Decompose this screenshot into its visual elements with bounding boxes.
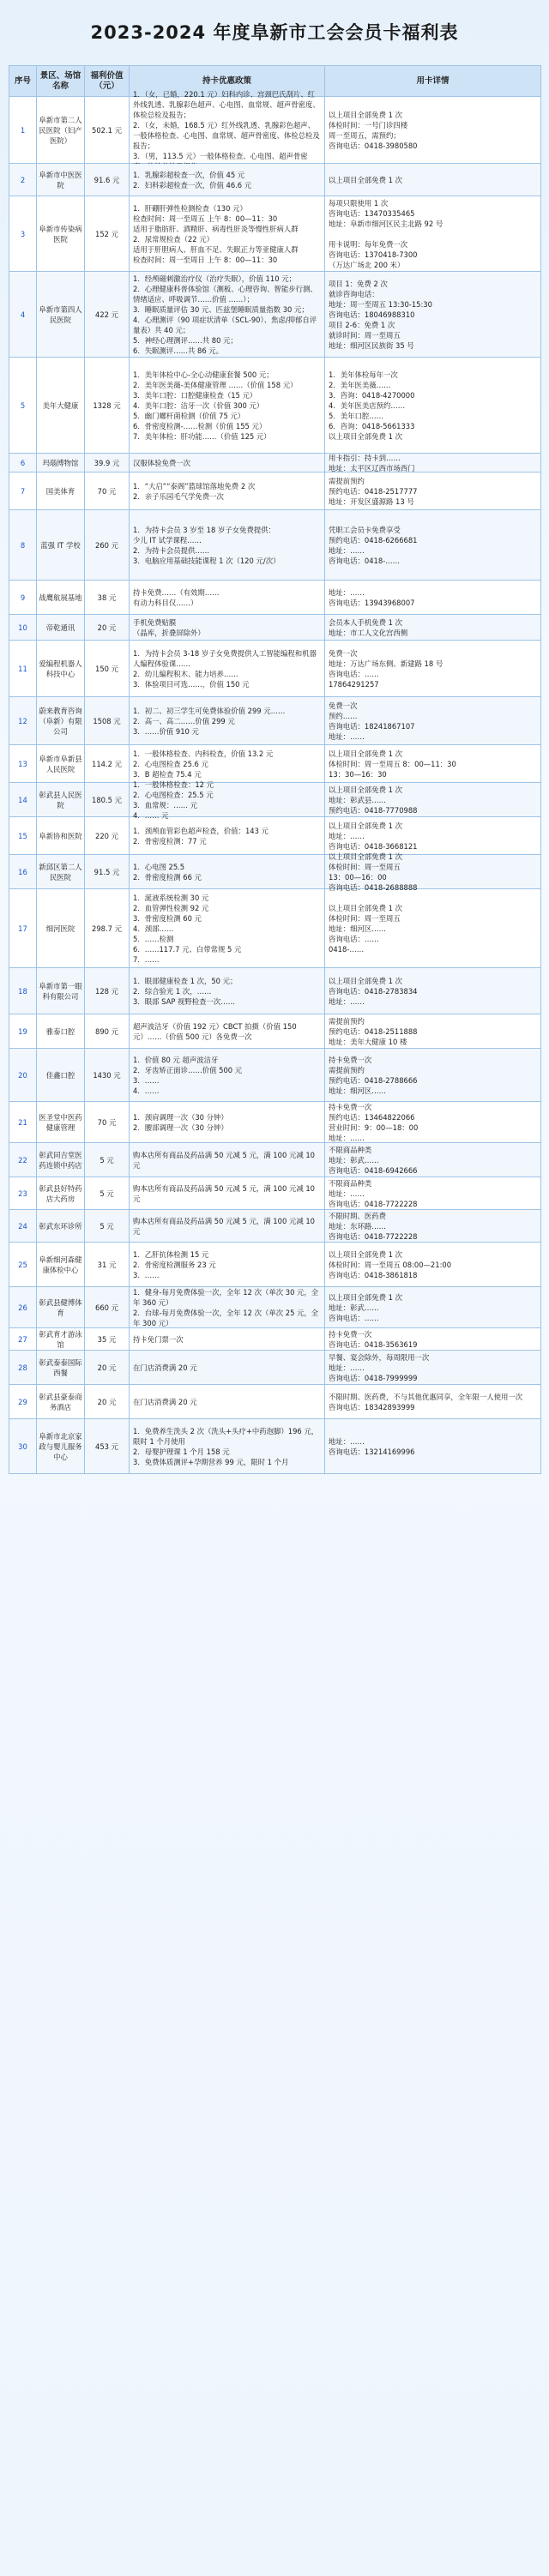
venue-name: 阜新市北京家政与婴儿服务中心	[37, 1419, 85, 1474]
venue-name: 阜新市传染病医院	[37, 196, 85, 272]
policy-text: 1．肝硼肝弹性检测检查（130 元） 检查时间：周一至周五 上午 8：00—11：30 适用于脂肪肝、酒精肝、病毒性肝炎等慢性肝病人群 2．尿常规检查（22 元） 适用于肝胆病人、肝血不足、失眠正力等亚健康人群 检查时间：周一至周日 上午 8：00—11：30	[130, 196, 325, 272]
venue-name: 玛瑙博物馆	[37, 454, 85, 472]
benefit-value: 35 元	[85, 1328, 130, 1351]
header-value: 福利价值（元）	[85, 66, 130, 97]
benefit-value: 31 元	[85, 1243, 130, 1287]
detail-text: 以上项目全部免费 1 次 体检时间：周一至周五 08:00—21:00 咨询电话：0418-3861818	[325, 1243, 541, 1287]
policy-text: 在门店消费满 20 元	[130, 1351, 325, 1385]
detail-text: 用卡指引：持卡到…… 地址：太平区辽西市场西门	[325, 454, 541, 472]
detail-text: 地址：…… 咨询电话：13943968007	[325, 581, 541, 615]
detail-text: 以上项目全部免费 1 次 体检时间：周一至周五 8：00—11：30 13：30—16：30	[325, 745, 541, 783]
policy-text: 1．初二、初三学生可免费体验价值 299 元…… 2．高一、高二……价值 299 元 3．……价值 910 元	[130, 697, 325, 745]
header-policy: 持卡优惠政策	[130, 66, 325, 97]
policy-text: 购本店所有商品及药品满 50 元减 5 元，满 100 元减 10 元	[130, 1210, 325, 1243]
row-number: 5	[9, 358, 37, 454]
venue-name: 细河医院	[37, 889, 85, 968]
benefit-value: 70 元	[85, 472, 130, 510]
benefit-value: 128 元	[85, 968, 130, 1014]
policy-text: 购本店所有商品及药品满 50 元减 5 元，满 100 元减 10 元	[130, 1177, 325, 1210]
benefit-value: 38 元	[85, 581, 130, 615]
row-number: 6	[9, 454, 37, 472]
detail-text: 项目 1：免费 2 次 就诊咨询电话： 地址：周一至周五 13:30-15:30 咨询电话：18046988310 项目 2-6：免费 1 次 就诊时间：周一至周五 地址：细河区民族街 35 号	[325, 272, 541, 358]
detail-text: 每项只限使用 1 次 咨询电话：13470335465 地址：阜新市细河区民主北路 92 号 用卡说明：每年免费一次 咨询电话：1370418-7300 （万达广场北 200 米）	[325, 196, 541, 272]
row-number: 17	[9, 889, 37, 968]
benefit-value: 20 元	[85, 1351, 130, 1385]
benefit-value: 660 元	[85, 1287, 130, 1328]
benefit-value: 1430 元	[85, 1049, 130, 1102]
row-number: 24	[9, 1210, 37, 1243]
policy-text: 手机免费贴膜 （晶库，折叠屏除外）	[130, 615, 325, 641]
policy-text: 1．眼部健康检查 1 次，50 元； 2．综合验光 1 次，…… 3．眼部 SAP 视野检查一次……	[130, 968, 325, 1014]
detail-text: 以上项目全部免费 1 次 地址：彰武县…… 预约电话：0418-7770988	[325, 783, 541, 817]
header-venue: 景区、场馆名称	[37, 66, 85, 97]
detail-text: 以上项目全部免费 1 次 体检时间：周一至周五 地址：细河区…… 咨询电话：…… 0418-……	[325, 889, 541, 968]
venue-name: 阜新协和医院	[37, 817, 85, 855]
detail-text: 会员本人手机免费 1 次 地址：市工人文化宫西侧	[325, 615, 541, 641]
benefit-value: 260 元	[85, 510, 130, 581]
row-number: 21	[9, 1102, 37, 1143]
benefit-value: 5 元	[85, 1143, 130, 1177]
row-number: 10	[9, 615, 37, 641]
venue-name: 新邱区第二人民医院	[37, 855, 85, 889]
row-number: 28	[9, 1351, 37, 1385]
row-number: 25	[9, 1243, 37, 1287]
page-title: 2023-2024 年度阜新市工会会员卡福利表	[90, 22, 459, 43]
venue-name: 爱编程机器人科技中心	[37, 641, 85, 697]
benefit-value: 1328 元	[85, 358, 130, 454]
policy-text: 汉服体验免费一次	[130, 454, 325, 472]
policy-text: 1．美年体检中心-全心动健康套餐 500 元； 2．美年医美薇-美体健康管理 ……（价值 158 元） 3．美年口腔：口腔健康检查（15 元） 4．美年口腔：洁牙一次（价值 300 元） 5．幽门螺杆菌检测（价值 75 元） 6．骨密度检测-……检测（价值 155 元） 7．美年体检：肝功能……（价值 125 元）	[130, 358, 325, 454]
venue-name: 美年大健康	[37, 358, 85, 454]
policy-text: 1．经颅磁刺激治疗仪（治疗失眠），价值 110 元； 2．心理健康科普体验馆（测板、心理咨询、智能步行测、情绪适应、呼吸调节……价值 ……）； 3．睡眠质量评估 30 元、匹兹堡睡眠质量指数 30 元； 4．心理测评（90 项症状清单（SCL-90）、焦虑/抑郁自评量表）共 40 元； 5．神经心理测评……共 80 元； 6．失眠测评……共 86 元。	[130, 272, 325, 358]
venue-name: 蓝强 IT 学校	[37, 510, 85, 581]
venue-name: 医圣堂中医药健康管理	[37, 1102, 85, 1143]
venue-name: 阜新市中医医院	[37, 164, 85, 196]
policy-text: 持卡免门票一次	[130, 1328, 325, 1351]
row-number: 18	[9, 968, 37, 1014]
row-number: 2	[9, 164, 37, 196]
policy-text: 1．为持卡会员 3 岁至 18 岁子女免费提供： 少儿 IT 试学课程…… 2．为持卡会员提供…… 3．电脑应用基础技能课程 1 次（120 元/次）	[130, 510, 325, 581]
detail-text: 凭职工会员卡免费享受 预约电话：0418-6266681 地址：…… 咨询电话：0418-……	[325, 510, 541, 581]
detail-text: 持卡免费一次 需提前预约 预约电话：0418-2788666 地址：细河区……	[325, 1049, 541, 1102]
detail-text: 早餐、宴会除外，每周限用一次 地址：…… 咨询电话：0418-7999999	[325, 1351, 541, 1385]
benefit-value: 220 元	[85, 817, 130, 855]
policy-text: 1．乳腺彩超检查一次，价值 45 元 2．妇科彩超检查一次，价值 46.6 元	[130, 164, 325, 196]
detail-text: 不限时期、医药费，不与其他优惠同享，全年限一人使用一次 咨询电话：18342893999	[325, 1385, 541, 1419]
row-number: 1	[9, 97, 37, 164]
row-number: 29	[9, 1385, 37, 1419]
benefit-value: 1508 元	[85, 697, 130, 745]
venue-name: 彰武县人民医院	[37, 783, 85, 817]
venue-name: 战鹰航展基地	[37, 581, 85, 615]
venue-name: 彰武育才游泳馆	[37, 1328, 85, 1351]
row-number: 22	[9, 1143, 37, 1177]
detail-text: 以上项目全部免费 1 次 咨询电话：0418-2783834 地址：……	[325, 968, 541, 1014]
benefit-value: 502.1 元	[85, 97, 130, 164]
benefit-value: 114.2 元	[85, 745, 130, 783]
venue-name: 彰武泰泰国际西餐	[37, 1351, 85, 1385]
detail-text: 持卡免费一次 预约电话：13464822066 营业时间：9：00—18：00 地址：……	[325, 1102, 541, 1143]
row-number: 8	[9, 510, 37, 581]
policy-text: 外线乳透、乳腺彩色超声、心电图、血常规、超声骨密度、体检总检及报告； 2．（女，未婚，168.5 元）红外线乳透、乳腺彩色超声、一般体格检查、心电图、血常规、超声骨密度、体检总检及报告； 3．（男，113.5 元）一般体格检查、心电图、超声骨密	[130, 97, 325, 164]
venue-name: 彰武东环诊所	[37, 1210, 85, 1243]
detail-text: 以上项目全部免费 1 次 体检时间：一号门诊四楼 周一至周五，需预约； 咨询电话：0418-3980580	[325, 97, 541, 164]
benefit-value: 91.6 元	[85, 164, 130, 196]
benefit-value: 20 元	[85, 1385, 130, 1419]
detail-text: 不限商品种类 地址：彰武…… 咨询电话：0418-6942666	[325, 1143, 541, 1177]
venue-name: 雅泰口腔	[37, 1014, 85, 1049]
detail-text: 持卡免费一次 咨询电话：0418-3563619	[325, 1328, 541, 1351]
benefit-value: 5 元	[85, 1177, 130, 1210]
policy-text: 1．一般体格检查：12 元 2．心电图检查：25.5 元 3．血常规：…… 元 4．…… 元	[130, 783, 325, 817]
benefit-value: 20 元	[85, 615, 130, 641]
policy-text: 1．一般体格检查、内科检查，价值 13.2 元 2．心电图检查 25.6 元 3．B 超检查 75.4 元	[130, 745, 325, 783]
policy-text: 1．为持卡会员 3-18 岁子女免费提供人工智能编程和机器人编程体验课…… 2．幼儿编程积木、能力培养…… 3．体验项目可选……，价值 150 元	[130, 641, 325, 697]
row-number: 26	[9, 1287, 37, 1328]
venue-name: 阜新市第一眼科有限公司	[37, 968, 85, 1014]
venue-name: 阜新细河森健康体检中心	[37, 1243, 85, 1287]
venue-name: 阜新市第四人民医院	[37, 272, 85, 358]
policy-text: 1．涎液系统检测 30 元 2．血管弹性检测 92 元 3．骨密度检测 60 元 4．颈部…… 5．……检测 6．……117.7 元、白带常规 5 元 7．……	[130, 889, 325, 968]
venue-name: 彰武同吉堂医药连锁中药店	[37, 1143, 85, 1177]
row-number: 19	[9, 1014, 37, 1049]
detail-text: 以上项目全部免费 1 次 体检时间：周一至周五 13：00—16：00 咨询电话：0418-2688888	[325, 855, 541, 889]
row-number: 12	[9, 697, 37, 745]
detail-text: 免费一次 预约…… 咨询电话：18241867107 地址：……	[325, 697, 541, 745]
venue-name: 蔚来教育咨询（阜新）有限公司	[37, 697, 85, 745]
benefit-value: 91.5 元	[85, 855, 130, 889]
benefit-value: 150 元	[85, 641, 130, 697]
policy-text: 持卡免费……（有效期…… 有动力科目仅……）	[130, 581, 325, 615]
benefit-value: 298.7 元	[85, 889, 130, 968]
policy-text: 1．乙肝抗体检测 15 元 2．骨密度检测服务 23 元 3．……	[130, 1243, 325, 1287]
policy-text: 1．免费养生洗头 2 次（洗头+头疗+中药泡脚）196 元，限时 1 个月使用 2．母婴护理课 1 个月 158 元 3．免费体质测评+孕期营养 99 元，限时 1 个月	[130, 1419, 325, 1474]
policy-text: 1．心电图 25.5 2．骨密度检测 66 元	[130, 855, 325, 889]
venue-name: 国美体育	[37, 472, 85, 510]
detail-text: 需提前预约 预约电话：0418-2517777 地址：开发区盛源路 13 号	[325, 472, 541, 510]
benefit-value: 70 元	[85, 1102, 130, 1143]
benefits-table	[9, 65, 541, 1474]
venue-name: 帝乾通讯	[37, 615, 85, 641]
benefit-value: 180.5 元	[85, 783, 130, 817]
detail-text: 1．美年体检每年一次 2．美年医美薇…… 3．咨询：0418-4270000 4．美年医美店预约…… 5．美年口腔…… 6．咨询：0418-5661333 以上项目全部免费 1 次	[325, 358, 541, 454]
benefit-value: 152 元	[85, 196, 130, 272]
detail-text: 地址：…… 咨询电话：13214169996	[325, 1419, 541, 1474]
row-number: 23	[9, 1177, 37, 1210]
row-number: 20	[9, 1049, 37, 1102]
detail-text: 不限时期、医药费 地址：东环路…… 咨询电话：0418-7722228	[325, 1210, 541, 1243]
row-number: 27	[9, 1328, 37, 1351]
venue-name: 阜新市阜新县人民医院	[37, 745, 85, 783]
detail-text: 不限商品种类 地址：…… 咨询电话：0418-7722228	[325, 1177, 541, 1210]
venue-name: 彰武县豪泰商务酒店	[37, 1385, 85, 1419]
venue-name: 彰武县好特药店大药房	[37, 1177, 85, 1210]
policy-text: 1．颈肩调理一次（30 分钟） 2．腰部调理一次（30 分钟）	[130, 1102, 325, 1143]
policy-text: 1．“大启”“泰阁”篮球馆落地免费 2 次 2．亲子乐园毛气学免费一次	[130, 472, 325, 510]
policy-text: 1．颈颅血管彩色超声检查，价值：143 元 2．骨密度检测：77 元	[130, 817, 325, 855]
benefit-value: 5 元	[85, 1210, 130, 1243]
row-number: 16	[9, 855, 37, 889]
detail-text: 以上项目全部免费 1 次 地址：彰武…… 咨询电话：……	[325, 1287, 541, 1328]
row-number: 13	[9, 745, 37, 783]
policy-text: 购本店所有商品及药品满 50 元减 5 元，满 100 元减 10 元	[130, 1143, 325, 1177]
venue-name: 佳鑫口腔	[37, 1049, 85, 1102]
policy-text: 在门店消费满 20 元	[130, 1385, 325, 1419]
detail-text: 以上项目全部免费 1 次 地址：…… 咨询电话：0418-3668121	[325, 817, 541, 855]
policy-text: 1．健身-每月免费体验一次，全年 12 次（单次 30 元，全年 360 元） 2．台球-每月免费体验一次，全年 12 次（单次 25 元，全年 300 元）	[130, 1287, 325, 1328]
benefit-value: 453 元	[85, 1419, 130, 1474]
policy-text: 1．价值 80 元 超声波洁牙 2．牙齿矫正面诊……价值 500 元 3．…… 4．……	[130, 1049, 325, 1102]
venue-name: 阜新市第二人民医院（妇产医院）	[37, 97, 85, 164]
policy-text: 超声波洁牙（价值 192 元）CBCT 拍摄（价值 150 元）……（价值 500 元）各免费一次	[130, 1014, 325, 1049]
benefit-value: 422 元	[85, 272, 130, 358]
header-no: 序号	[9, 66, 37, 97]
benefit-value: 890 元	[85, 1014, 130, 1049]
row-number: 4	[9, 272, 37, 358]
detail-text: 免费一次 地址：万达广场东侧、新建路 18 号 咨询电话：…… 17864291257	[325, 641, 541, 697]
row-number: 7	[9, 472, 37, 510]
row-number: 9	[9, 581, 37, 615]
row-number: 3	[9, 196, 37, 272]
header-details: 用卡详情	[325, 66, 541, 97]
benefit-value: 39.9 元	[85, 454, 130, 472]
venue-name: 彰武县健博体育	[37, 1287, 85, 1328]
row-number: 15	[9, 817, 37, 855]
row-number: 11	[9, 641, 37, 697]
row-number: 14	[9, 783, 37, 817]
detail-text: 需提前预约 预约电话：0418-2511888 地址：美年大健康 10 楼	[325, 1014, 541, 1049]
detail-text: 以上项目全部免费 1 次	[325, 164, 541, 196]
row-number: 30	[9, 1419, 37, 1474]
